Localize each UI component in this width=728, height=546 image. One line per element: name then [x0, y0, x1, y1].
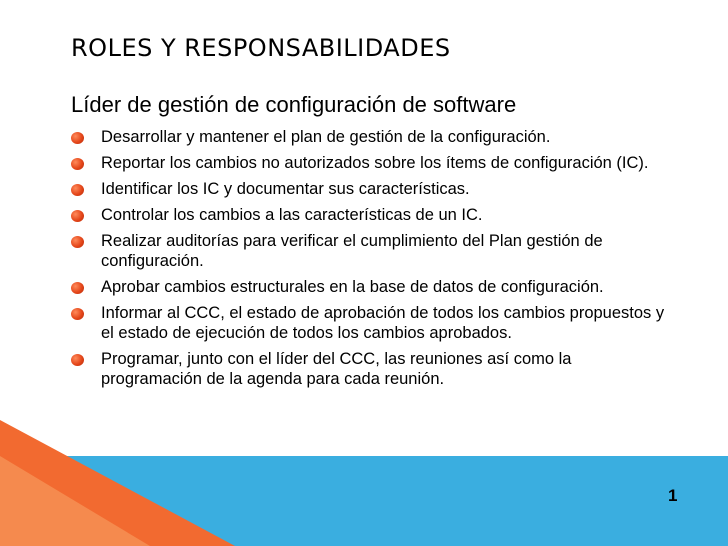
orange-sphere-bullet-icon — [71, 236, 84, 248]
bullet-list — [71, 127, 671, 395]
orange-sphere-bullet-icon — [71, 354, 84, 366]
slide-title: ROLES Y RESPONSABILIDADES — [71, 34, 451, 62]
list-item — [71, 231, 671, 271]
slide-subtitle: Líder de gestión de configuración de software — [71, 92, 517, 117]
orange-sphere-bullet-icon — [71, 210, 84, 222]
orange-sphere-bullet-icon — [71, 158, 84, 170]
bullet-text: Programar, junto con el líder del CCC, las reuniones así como la programación de la agenda para cada reunión. — [101, 350, 572, 388]
list-item — [71, 205, 671, 225]
bullet-text: Informar al CCC, el estado de aprobación de todos los cambios propuestos y el estado de ejecución de todos los cambios aprobados. — [101, 304, 665, 342]
bullet-text: Aprobar cambios estructurales en la base de datos de configuración. — [101, 278, 604, 296]
bullet-text: Reportar los cambios no autorizados sobre los ítems de configuración (IC). — [101, 154, 649, 172]
list-item — [71, 303, 671, 343]
orange-sphere-bullet-icon — [71, 282, 84, 294]
bullet-text: Controlar los cambios a las características de un IC. — [101, 206, 483, 224]
orange-sphere-bullet-icon — [71, 308, 84, 320]
orange-sphere-bullet-icon — [71, 184, 84, 196]
bullet-text: Identificar los IC y documentar sus características. — [101, 180, 470, 198]
list-item — [71, 153, 671, 173]
orange-sphere-bullet-icon — [71, 132, 84, 144]
list-item — [71, 277, 671, 297]
page-number: 1 — [668, 486, 678, 505]
list-item — [71, 127, 671, 147]
bullet-text: Desarrollar y mantener el plan de gestión de la configuración. — [101, 128, 551, 146]
list-item — [71, 179, 671, 199]
list-item — [71, 349, 671, 389]
bullet-text: Realizar auditorías para verificar el cumplimiento del Plan gestión de configuración. — [101, 232, 603, 270]
